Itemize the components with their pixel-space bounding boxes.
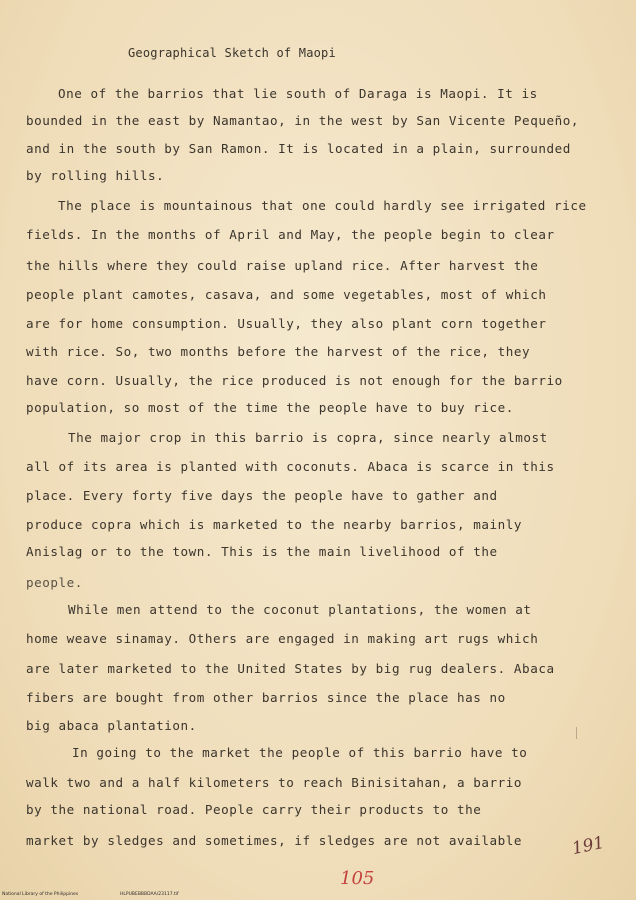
text-line: by rolling hills. [26,168,165,183]
text-line: The place is mountainous that one could hardly see irrigated rice [58,198,587,213]
text-line: fibers are bought from other barrios since the place has no [26,690,506,705]
text-line: big abaca plantation. [26,718,197,733]
text-line: and in the south by San Ramon. It is located in a plain, surrounded [26,141,571,156]
text-line: Anislag or to the town. This is the main livelihood of the [26,544,498,559]
text-line: population, so most of the time the people have to buy rice. [26,400,514,415]
library-name: National Library of the Philippines [2,892,79,897]
text-line: market by sledges and sometimes, if sledges are not available [26,833,523,848]
page-stamp-number: 105 [340,868,375,889]
text-line: people. [26,575,83,590]
text-line: produce copra which is marketed to the nearby barrios, mainly [26,517,523,532]
document-title: Geographical Sketch of Maopi [128,46,336,60]
text-line: are for home consumption. Usually, they also plant corn together [26,316,547,331]
archive-footer [0,890,636,900]
text-line: by the national road. People carry their products to the [26,802,482,817]
text-line: are later marketed to the United States by big rug dealers. Abaca [26,661,555,676]
text-line: have corn. Usually, the rice produced is not enough for the barrio [26,373,563,388]
file-id: HLPUBEBBBDAA/23117.tif [120,892,179,897]
text-line: In going to the market the people of this barrio have to [72,745,528,760]
text-line: One of the barrios that lie south of Daraga is Maopi. It is [58,86,538,101]
text-line: fields. In the months of April and May, the people begin to clear [26,227,555,242]
text-line: While men attend to the coconut plantations, the women at [68,602,532,617]
paper-mark [576,727,577,739]
text-line: people plant camotes, casava, and some vegetables, most of which [26,287,547,302]
text-line: with rice. So, two months before the harvest of the rice, they [26,344,531,359]
text-line: bounded in the east by Namantao, in the west by San Vicente Pequeño, [26,113,579,128]
text-line: walk two and a half kilometers to reach Binisitahan, a barrio [26,775,523,790]
text-line: place. Every forty five days the people have to gather and [26,488,498,503]
text-line: The major crop in this barrio is copra, since nearly almost [68,430,548,445]
text-line: home weave sinamay. Others are engaged in making art rugs which [26,631,539,646]
text-line: all of its area is planted with coconuts. Abaca is scarce in this [26,459,555,474]
text-line: the hills where they could raise upland rice. After harvest the [26,258,539,273]
handwritten-page-number: 191 [570,832,607,860]
